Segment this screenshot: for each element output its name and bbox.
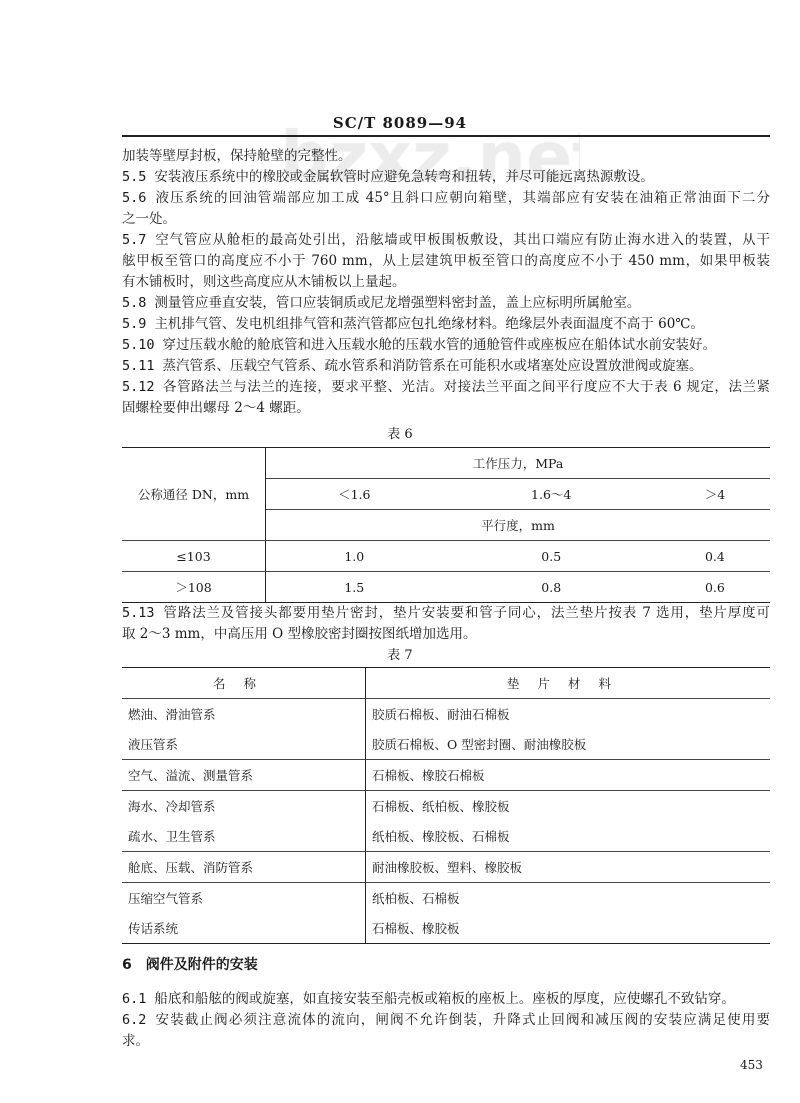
clause-number: 5.5 [122, 169, 147, 185]
table6-parallel-header: 平行度，mm [266, 510, 771, 541]
text-content: 各管路法兰与法兰的连接，要求平整、光洁。对接法兰平面之间平行度应不大于表 6 规定，法兰紧 [162, 379, 770, 395]
text-content: 管路法兰及管接头都要用垫片密封，垫片安装要和管子同心，法兰垫片按表 7 选用，垫片厚度可 [162, 605, 770, 621]
table7-material: 石棉板、橡胶板 [372, 921, 460, 936]
table7-name: 空气、溢流、测量管系 [122, 760, 366, 791]
section-6-body [122, 989, 770, 1052]
text-content: 取 2～3 mm，中高压用 O 型橡胶密封圈按图纸增加选用。 [122, 626, 477, 642]
table6-pressure-header: 工作压力，MPa [266, 448, 771, 479]
paragraph-5-13 [122, 603, 770, 645]
text-content: 安装截止阀必须注意流体的流向，闸阀不允许倒装，升降式止回阀和减压阀的安装应满足使用要 [154, 1012, 770, 1028]
text-line [122, 167, 770, 188]
text-content: 之一处。 [122, 211, 176, 227]
table-7 [122, 667, 770, 944]
table6-cell: 1.0 [266, 541, 443, 572]
table-row [122, 541, 770, 572]
table6-caption: 表 6 [387, 427, 413, 442]
table7-header-name: 名称 [122, 668, 366, 699]
text-line [122, 272, 770, 293]
table-row [122, 883, 770, 914]
text-line [122, 209, 770, 230]
text-line [122, 989, 770, 1010]
text-content: 蒸汽管系、压载空气管系、疏水管系和消防管系在可能积水或堵塞处应设置放泄阀或旋塞。 [162, 358, 703, 374]
table7-material: 纸柏板、石棉板 [372, 891, 460, 906]
clause-number: 5.11 [122, 358, 155, 374]
table6-row-header: 公称通径 DN，mm [122, 448, 266, 541]
text-content: 船底和船舷的阀或旋塞，如直接安装至船壳板或箱板的座板上。座板的厚度，应使螺孔不致钻穿。 [154, 991, 735, 1007]
table7-material: 胶质石棉板、耐油石棉板 [372, 707, 510, 722]
table6-cell: 0.5 [443, 541, 660, 572]
clause-number: 5.7 [122, 232, 147, 248]
table-row [122, 913, 770, 944]
text-line [122, 624, 770, 645]
table6-col: ＜1.6 [266, 479, 443, 510]
table-6 [122, 447, 770, 603]
table7-material: 胶质石棉板、O 型密封圈、耐油橡胶板 [366, 729, 771, 760]
text-content: 求。 [122, 1033, 149, 1049]
table7-material: 石棉板、纸柏板、橡胶板 [372, 799, 510, 814]
table-row [122, 760, 770, 791]
table7-name: 传话系统 [122, 913, 366, 944]
table7-name: 压缩空气管系 [122, 883, 366, 914]
page-number: 453 [740, 1058, 763, 1072]
text-content: 加装等壁厚封板，保持舱壁的完整性。 [122, 148, 352, 164]
table6-col: ＞4 [660, 479, 770, 510]
text-line [122, 230, 770, 251]
body-text-top [122, 146, 770, 419]
text-line [122, 398, 770, 419]
text-line [122, 356, 770, 377]
table-row [122, 852, 770, 883]
clause-number: 5.9 [122, 316, 147, 332]
text-content: 液压系统的回油管端部应加工成 45°且斜口应朝向箱壁，其端部应有安装在油箱正常油面下二分 [154, 190, 770, 206]
table7-name: 燃油、滑油管系 [122, 699, 366, 730]
text-content: 空气管应从舱柜的最高处引出，沿舷墙或甲板围板敷设，其出口端应有防止海水进入的装置，从干 [154, 232, 770, 248]
text-content: 安装液压系统中的橡胶或金属软管时应避免急转弯和扭转，并尽可能远离热源敷设。 [154, 169, 654, 185]
text-line [122, 1010, 770, 1031]
text-line [122, 1031, 770, 1052]
text-line [122, 251, 770, 272]
header-rule [122, 135, 770, 137]
text-line [122, 293, 770, 314]
table-row [122, 821, 770, 852]
table-row [122, 729, 770, 760]
text-line [122, 188, 770, 209]
text-line [122, 603, 770, 624]
table7-name: 液压管系 [122, 729, 366, 760]
clause-number: 6.1 [122, 991, 147, 1007]
table7-caption: 表 7 [387, 648, 413, 663]
table6-cell: 0.8 [541, 579, 562, 595]
table-row [122, 572, 770, 603]
clause-number: 5.6 [122, 190, 147, 206]
table7-material: 耐油橡胶板、塑料、橡胶板 [366, 852, 771, 883]
table7-name: 疏水、卫生管系 [122, 821, 366, 852]
text-content: 固螺栓要伸出螺母 2～4 螺距。 [122, 400, 310, 416]
table6-dn: ≤103 [122, 541, 266, 572]
table7-header-material: 垫片材料 [366, 668, 771, 699]
text-content: 主机排气管、发电机组排气管和蒸汽管都应包扎绝缘材料。绝缘层外表面温度不高于 60℃。 [154, 316, 704, 332]
text-content: 有木铺板时，则这些高度应从木铺板以上量起。 [122, 274, 406, 290]
table-row [122, 791, 770, 822]
table-row [122, 699, 770, 730]
text-line [122, 377, 770, 398]
table6-cell: 1.5 [344, 579, 365, 595]
clause-number: 5.8 [122, 295, 147, 311]
table7-name: 海水、冷却管系 [122, 791, 366, 822]
text-line [122, 314, 770, 335]
clause-number: 5.10 [122, 337, 155, 353]
text-line [122, 335, 770, 356]
table6-cell: 0.4 [660, 541, 770, 572]
table7-material: 纸柏板、橡胶板、石棉板 [366, 821, 771, 852]
clause-number: 5.13 [122, 605, 155, 621]
clause-number: 5.12 [122, 379, 155, 395]
text-line [122, 146, 770, 167]
table6-cell: 0.6 [704, 579, 725, 595]
text-content: 穿过压载水舱的舱底管和进入压载水舱的压载水管的通舱管件或座板应在船体试水前安装好。 [162, 337, 717, 353]
table7-material: 石棉板、橡胶石棉板 [366, 760, 771, 791]
clause-number: 6.2 [122, 1012, 147, 1028]
section-6-title: 6 阀件及附件的安装 [122, 957, 258, 973]
table7-name: 舱底、压载、消防管系 [122, 852, 366, 883]
text-content: 测量管应垂直安装，管口应装铜质或尼龙增强塑料密封盖，盖上应标明所属舱室。 [154, 295, 641, 311]
table6-col: 1.6～4 [443, 479, 660, 510]
table6-dn: ＞108 [122, 572, 266, 603]
document-header: SC/T 8089—94 [332, 114, 468, 132]
text-content: 舷甲板至管口的高度应不小于 760 mm，从上层建筑甲板至管口的高度应不小于 450 mm，如果甲板装 [122, 253, 770, 269]
